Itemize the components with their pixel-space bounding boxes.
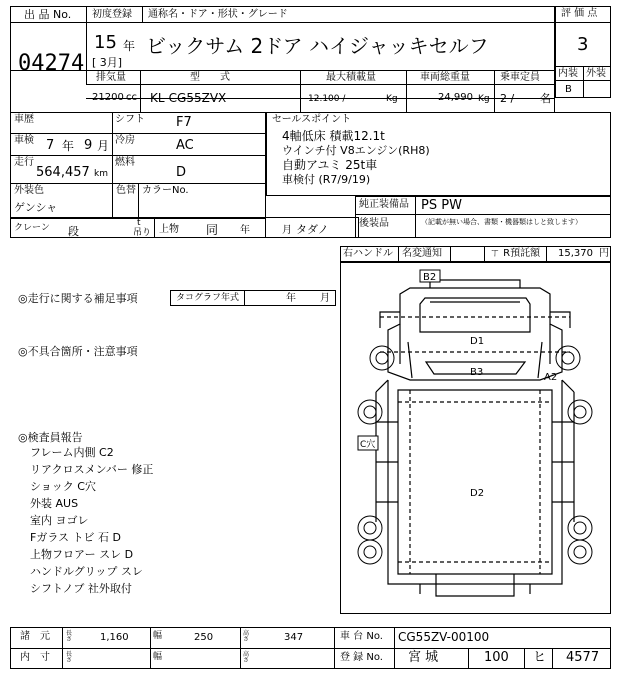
fuel-label: 燃料 — [115, 157, 135, 168]
chassis-number: CG55ZV-00100 — [398, 630, 490, 644]
inspection-year: 7 — [46, 138, 55, 153]
recycle-unit: 円 — [599, 248, 609, 259]
reg-kana: ヒ — [533, 650, 547, 665]
shift: F7 — [176, 115, 192, 130]
displacement: 21200 — [92, 92, 124, 103]
reg-class: 100 — [484, 650, 509, 665]
inspector-item: 上物フロアー スレ D — [30, 548, 134, 561]
equipment-maker: タダノ — [296, 223, 329, 236]
first-reg-label: 初度登録 — [92, 9, 132, 20]
handle-position: 右ハンドル — [343, 248, 393, 259]
tacho-month-unit: 月 — [320, 293, 330, 304]
crane-lift-unit: 吊り — [133, 228, 152, 238]
height: 347 — [284, 632, 304, 643]
displacement-unit: cc — [126, 92, 137, 103]
reg-number: 4577 — [566, 650, 600, 665]
mileage-unit: km — [94, 169, 108, 179]
name-label: 通称名・ドア・形状・グレード — [148, 9, 288, 20]
inspector-item: リアクロスメンバー 修正 — [30, 463, 154, 476]
reg-month: [ 3月] — [92, 56, 123, 69]
label-a2: A2 — [544, 372, 558, 383]
sales-point-2: ウインチ付 V8エンジン(RH8) — [282, 144, 430, 157]
width: 250 — [194, 632, 214, 643]
model: KL-CG55ZVX — [150, 91, 227, 105]
tacho-label: タコグラフ年式 — [176, 293, 240, 303]
inspection-month-unit: 月 — [97, 139, 110, 153]
crane-label: クレーン — [14, 223, 50, 233]
color-code-label: 色替 — [116, 185, 136, 196]
inner-dims-label: 内 寸 — [20, 652, 50, 663]
ac: AC — [176, 138, 194, 153]
label-c-hole: C穴 — [360, 440, 376, 450]
height-label: 高さ — [243, 630, 250, 644]
gross-weight-unit: Kg — [478, 94, 490, 104]
inspector-item: ハンドルグリップ スレ — [30, 565, 143, 578]
crane-lift-unit-top: t — [137, 218, 141, 228]
length-label: 長さ — [66, 630, 73, 644]
score: 3 — [577, 34, 589, 55]
gross-weight: 24,990 — [438, 92, 473, 103]
capacity-label: 乗車定員 — [500, 72, 540, 83]
inspector-item: Fガラス トビ 石 D — [30, 531, 121, 544]
interior-label: 内装 — [558, 68, 578, 79]
lot-no: 04274 — [18, 51, 85, 76]
sales-point-3: 自動アユミ 25t車 — [282, 158, 378, 172]
gross-weight-label: 車両総重量 — [420, 72, 470, 83]
equipment-same: 同 — [206, 223, 219, 237]
ac-label: 冷房 — [115, 135, 135, 146]
fuel: D — [176, 165, 187, 180]
aftermarket-label: 後装品 — [359, 218, 389, 229]
equipment-month-unit: 月 — [282, 225, 292, 236]
aftermarket-note: （記載が無い場合、書類・機器類はしと致します） — [421, 218, 582, 226]
sales-point-4: 車検付 (R7/9/19) — [282, 173, 371, 186]
inner-width-label: 幅 — [153, 652, 163, 662]
score-label: 評 価 点 — [561, 8, 598, 19]
reg-label: 登 録 No. — [340, 652, 383, 663]
lot-no-label: 出 品 No. — [24, 8, 72, 21]
label-b3: B3 — [470, 367, 484, 378]
exterior-label: 外装 — [586, 68, 606, 79]
inspector-item: シフトノブ 社外取付 — [30, 582, 132, 595]
crane-row — [10, 217, 359, 238]
label-d1: D1 — [470, 336, 485, 347]
inspection-label: 車検 — [14, 135, 34, 146]
reg-year: 15 — [94, 32, 117, 53]
equipment-label: 上物 — [159, 224, 179, 235]
color: ゲンシャ — [14, 201, 58, 214]
vehicle-title: ビックサム 2ドア ハイジャッキセルフ — [146, 34, 489, 58]
max-load-label: 最大積載量 — [326, 72, 376, 83]
meter-change-label: 名変通知 — [402, 248, 442, 259]
label-d2: D2 — [470, 488, 485, 499]
displacement-label: 排気量 — [96, 72, 126, 83]
inspection-month: 9 — [84, 138, 93, 153]
reg-year-unit: 年 — [123, 39, 136, 53]
shift-label: シフト — [115, 114, 145, 125]
history-label: 車歴 — [14, 114, 34, 125]
inspector-title: ◎検査員報告 — [18, 431, 83, 444]
capacity-unit: 名 — [540, 92, 551, 105]
color-label: 外装色 — [14, 185, 44, 196]
capacity: 2 / — [500, 92, 515, 105]
chassis-label: 車 台 No. — [340, 631, 383, 642]
inspector-item: 外装 AUS — [30, 497, 79, 510]
inspector-item: フレーム内側 C2 — [30, 446, 114, 459]
inspection-year-unit: 年 — [62, 139, 75, 153]
driving-notes-title: ◎走行に関する補足事項 — [18, 292, 138, 305]
inner-height-label: 高さ — [243, 651, 250, 665]
tacho-year-unit: 年 — [286, 293, 296, 304]
inspector-item: 室内 ヨゴレ — [30, 514, 89, 527]
dims-label: 諸 元 — [20, 631, 50, 642]
genuine-equipment: PS PW — [421, 198, 462, 213]
mileage-label: 走行 — [14, 157, 34, 168]
max-load-unit: Kg — [386, 94, 398, 104]
recycle-amount: 15,370 — [558, 248, 593, 259]
sales-title: セールスポイント — [272, 114, 352, 125]
defects-title: ◎不具合箇所・注意事項 — [18, 345, 138, 358]
sales-point-1: 4軸低床 積載12.1t — [282, 129, 385, 143]
length: 1,160 — [100, 632, 129, 643]
inner-length-label: 長さ — [66, 651, 73, 665]
width-label: 幅 — [153, 631, 163, 641]
truck-damage-diagram — [340, 262, 611, 614]
inspector-item: ショック C穴 — [30, 480, 96, 493]
equipment-year-unit: 年 — [240, 225, 250, 236]
crane-stage-unit: 段 — [68, 225, 79, 238]
max-load: 12.100 / — [308, 94, 346, 104]
recycle-label: ㄒ R預託額 — [490, 248, 541, 259]
genuine-label: 純正装備品 — [359, 199, 409, 210]
mileage: 564,457 — [36, 165, 90, 180]
label-b2: B2 — [423, 272, 437, 283]
reg-area: 宮 城 — [408, 650, 439, 665]
model-label: 型 式 — [190, 72, 230, 83]
color-no-label: カラーNo. — [142, 185, 189, 196]
interior-grade: B — [565, 84, 572, 95]
